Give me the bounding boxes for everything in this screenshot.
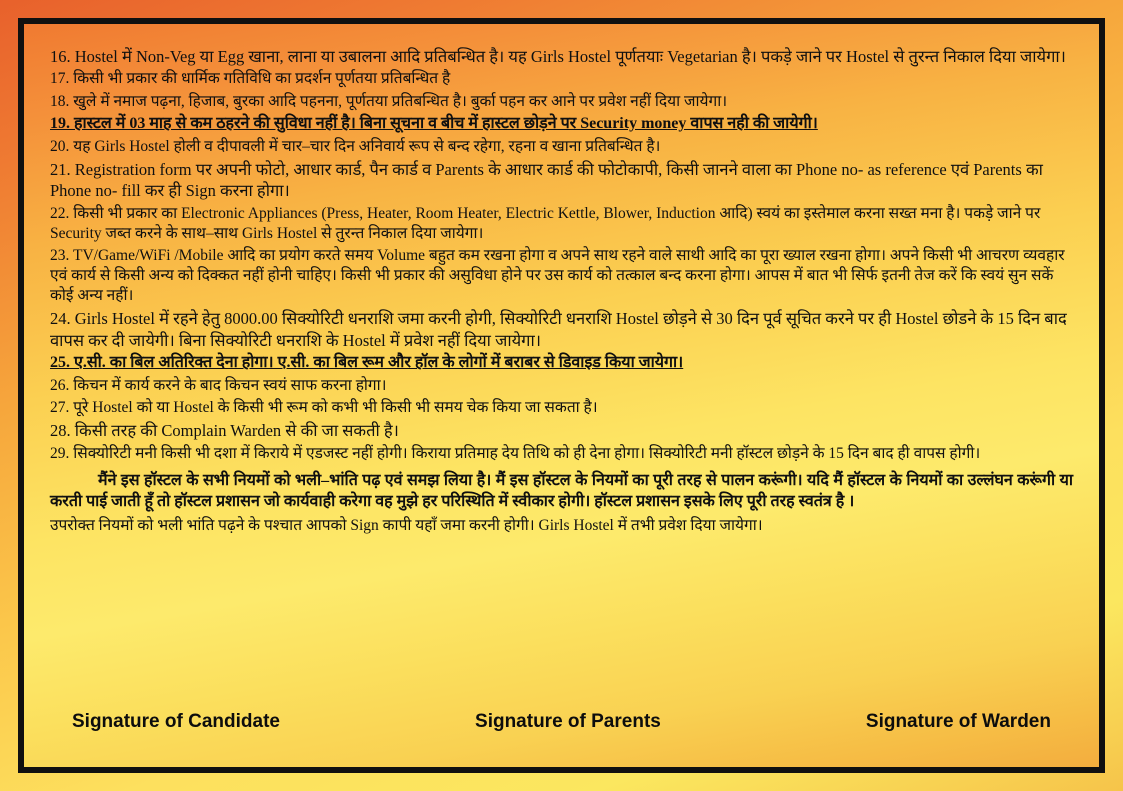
signature-candidate-label: Signature of Candidate <box>72 711 280 732</box>
rules-content <box>24 24 1099 536</box>
signature-warden-label: Signature of Warden <box>865 711 1051 732</box>
rule-item: 17. किसी भी प्रकार की धार्मिक गतिविधि का प्रदर्शन पूर्णतया प्रतिबन्धित है <box>50 70 451 88</box>
rule-item: 22. किसी भी प्रकार का Electronic Appliances (Press, Heater, Room Heater, Electric Kettle, Blower, Induction आदि) स्वयं का इस्तेमाल करना सख्त मना है। पकड़े जाने पर Security जब्त करने के साथ–साथ Girls Hostel से तुरन्त निकाल दिया जायेगा। <box>50 204 1041 242</box>
declaration-text: मैंने इस हॉस्टल के सभी नियमों को भली–भांति पढ़ एवं समझ लिया है। मैं इस हॉस्टल के नियमों का पूरी तरह से पालन करूंगी। यदि मैं हॉस्टल के नियमों का उल्लंघन करूंगी या करती पाई जाती हूँ तो हॉस्टल प्रशासन जो कार्यवाही करेगा वह मुझे हर परिस्थिति में स्वीकार होगी। हॉस्टल प्रशासन इसके लिए पूरी तरह स्वतंत्र है । <box>50 471 1073 510</box>
signature-row <box>24 711 1099 733</box>
rule-item: 28. किसी तरह की Complain Warden से की जा सकती है। <box>50 421 399 441</box>
rule-item: 23. TV/Game/WiFi /Mobile आदि का प्रयोग करते समय Volume बहुत कम रखना होगा व अपने साथ रहने वाले साथी आदि का पूरा ख्याल रखना होगा। अपने किसी भी आचरण व्यवहार एवं कार्य से किसी अन्य को दिक्कत नहीं होनी चाहिए। किसी भी प्रकार की असुविधा होने पर उस कार्य को तत्काल बन्द करना होगा। आपस में बात भी सिर्फ इतनी तेज करें कि स्वयं सुन सकें कोई अन्य नहीं। <box>50 246 1065 305</box>
rule-item: 24. Girls Hostel में रहने हेतु 8000.00 सिक्योरिटी धनराशि जमा करनी होगी, सिक्योरिटी धनराशि Hostel छोड़ने से 30 दिन पूर्व सूचित करने पर ही Hostel छोडने के 15 दिन बाद वापस कर दी जायेगी। बिना सिक्योरिटी धनराशि के Hostel में प्रवेश नहीं दिया जायेगा। <box>50 309 1067 350</box>
document-frame <box>18 18 1105 773</box>
rule-item: 26. किचन में कार्य करने के बाद किचन स्वयं साफ करना होगा। <box>50 376 387 394</box>
rule-item: 20. यह Girls Hostel होली व दीपावली में चार–चार दिन अनिवार्य रूप से बन्द रहेगा, रहना व खाना प्रतिबन्धित है। <box>50 137 661 155</box>
rule-item: 29. सिक्योरिटी मनी किसी भी दशा में किराये में एडजस्ट नहीं होगी। किराया प्रतिमाह देय तिथि को ही देना होगा। सिक्योरिटी मनी हॉस्टल छोड़ने के 15 दिन बाद ही वापस होगी। <box>50 444 981 462</box>
rule-item: 16. Hostel में Non-Veg या Egg खाना, लाना या उबालना आदि प्रतिबन्धित है। यह Girls Hostel पूर्णतयाः Vegetarian है। पकड़े जाने पर Hostel से तुरन्त निकाल दिया जायेगा। <box>50 47 1066 66</box>
closing-text: उपरोक्त नियमों को भली भांति पढ़ने के पश्चात आपको Sign कापी यहाँ जमा करनी होगी। Girls Hostel में तभी प्रवेश दिया जायेगा। <box>50 516 763 534</box>
rule-item: 19. हास्टल में 03 माह से कम ठहरने की सुविधा नहीं है। बिना सूचना व बीच में हास्टल छोड़ने पर Security money वापस नही की जायेगी। <box>50 114 818 132</box>
rule-item: 25. ए.सी. का बिल अतिरिक्त देना होगा। ए.सी. का बिल रूम और हॉल के लोगों में बराबर से डिवाइड किया जायेगा। <box>50 354 684 372</box>
signature-parents-label: Signature of Parents <box>475 711 661 732</box>
rule-item: 18. खुले में नमाज पढ़ना, हिजाब, बुरका आदि पहनना, पूर्णतया प्रतिबन्धित है। बुर्का पहन कर आने पर प्रवेश नहीं दिया जायेगा। <box>50 92 728 110</box>
rule-item: 27. पूरे Hostel को या Hostel के किसी भी रूम को कभी भी किसी भी समय चेक किया जा सकता है। <box>50 399 598 417</box>
rule-item: 21. Registration form पर अपनी फोटो, आधार कार्ड, पैन कार्ड व Parents के आधार कार्ड की फोटोकापी, किसी जानने वाला का Phone no- as reference एवं Parents का Phone no- fill कर ही Sign करना होगा। <box>50 159 1043 201</box>
